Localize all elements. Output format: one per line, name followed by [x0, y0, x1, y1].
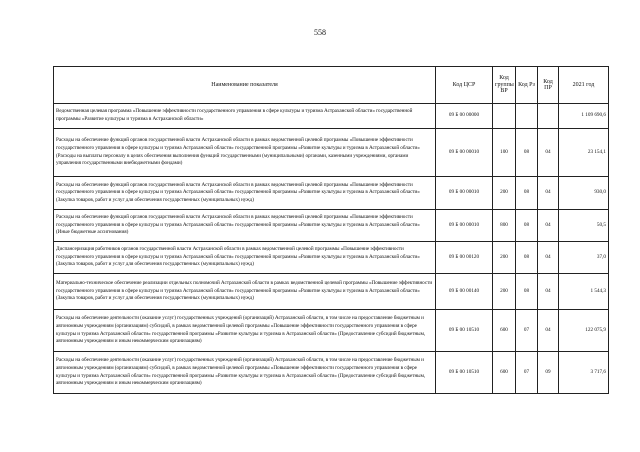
- row-csr: 09 Б 00 00010: [436, 210, 493, 242]
- row-sum: 930,0: [559, 177, 609, 210]
- table-row: [54, 352, 609, 394]
- row-pr: 04: [538, 310, 559, 352]
- table-row: [54, 210, 609, 242]
- row-sum: 1 544,3: [559, 274, 609, 310]
- row-rz: 07: [516, 310, 538, 352]
- row-vr: 100: [493, 129, 516, 177]
- row-pr: 04: [538, 129, 559, 177]
- row-vr: 200: [493, 177, 516, 210]
- row-rz: 08: [516, 177, 538, 210]
- row-name: Диспансеризация работников органов государственной власти Астраханской области в рамках ведомственной целевой программы «Повышение эффективности государственного управления в сфере культуры и туризма Астраханской области» государственной программы «Развитие культуры и туризма в Астраханской области» (Закупка товаров, работ и услуг для обеспечения государственных (муниципальных) нужд): [54, 242, 436, 274]
- row-rz: [516, 104, 538, 129]
- row-sum: 23 154,1: [559, 129, 609, 177]
- row-name: Расходы на обеспечение деятельности (оказание услуг) государственных учреждений (организаций) Астраханской области, в том числе на предоставление бюджетным и автономным учреждениям (организациям) субсидий, в рамках ведомственной целевой программы «Повышение эффективности государственного управления в сфере культуры и туризма Астраханской области» государственной программы «Развитие культуры и туризма в Астраханской области» (Предоставление субсидий бюджетным, автономным учреждениям и иным некоммерческим организациям): [54, 352, 436, 394]
- row-rz: 08: [516, 242, 538, 274]
- table-row: [54, 177, 609, 210]
- row-vr: [493, 104, 516, 129]
- row-csr: 09 Б 00 00000: [436, 104, 493, 129]
- table-header-row: [54, 67, 609, 104]
- row-name: Ведомственная целевая программа «Повышение эффективности государственного управления в сфере культуры и туризма Астраханской области» государственной программы «Развитие культуры и туризма в Астраханской области»: [54, 104, 436, 129]
- row-vr: 600: [493, 310, 516, 352]
- row-csr: 09 Б 00 00140: [436, 274, 493, 310]
- row-rz: 08: [516, 274, 538, 310]
- table-row: [54, 274, 609, 310]
- row-rz: 08: [516, 210, 538, 242]
- header-name: Наименование показателя: [54, 67, 436, 104]
- row-rz: 07: [516, 352, 538, 394]
- budget-table: [53, 66, 609, 394]
- row-pr: 04: [538, 242, 559, 274]
- row-csr: 09 Б 00 00010: [436, 129, 493, 177]
- row-name: Расходы на обеспечение функций органов государственной власти Астраханской области в рамках ведомственной целевой программы «Повышение эффективности государственного управления в сфере культуры и туризма Астраханской области» государственной программы «Развитие культуры и туризма в Астраханской области» (Расходы на выплаты персоналу в целях обеспечения выполнения функций государственными (муниципальными) органами, казенными учреждениями, органами управления государственными внебюджетными фондами): [54, 129, 436, 177]
- row-pr: 04: [538, 274, 559, 310]
- header-vr: Код группы ВР: [493, 67, 516, 104]
- header-pr: Код ПР: [538, 67, 559, 104]
- row-pr: 04: [538, 177, 559, 210]
- table-row: [54, 104, 609, 129]
- row-vr: 200: [493, 274, 516, 310]
- row-vr: 800: [493, 210, 516, 242]
- row-name: Расходы на обеспечение функций органов государственной власти Астраханской области в рамках ведомственной целевой программы «Повышение эффективности государственного управления в сфере культуры и туризма Астраханской области» государственной программы «Развитие культуры и туризма в Астраханской области» (Иные бюджетные ассигнования): [54, 210, 436, 242]
- row-name: Материально-техническое обеспечение реализации отдельных полномочий Астраханской области в рамках ведомственной целевой программы «Повышение эффективности государственного управления в сфере культуры и туризма Астраханской области» государственной программы «Развитие культуры и туризма в Астраханской области» (Закупка товаров, работ и услуг для обеспечения государственных (муниципальных) нужд): [54, 274, 436, 310]
- row-vr: 200: [493, 242, 516, 274]
- row-csr: 09 Б 00 00010: [436, 177, 493, 210]
- header-csr: Код ЦСР: [436, 67, 493, 104]
- row-csr: 09 Б 00 10510: [436, 352, 493, 394]
- row-csr: 09 Б 00 10510: [436, 310, 493, 352]
- header-year: 2021 год: [559, 67, 609, 104]
- header-rz: Код Рз: [516, 67, 538, 104]
- row-name: Расходы на обеспечение деятельности (оказание услуг) государственных учреждений (организаций) Астраханской области, в том числе на предоставление бюджетным и автономным учреждениям (организациям) субсидий, в рамках ведомственной целевой программы «Повышение эффективности государственного управления в сфере культуры и туризма Астраханской области» государственной программы «Развитие культуры и туризма в Астраханской области» (Предоставление субсидий бюджетным, автономным учреждениям и иным некоммерческим организациям): [54, 310, 436, 352]
- row-sum: 50,5: [559, 210, 609, 242]
- row-pr: 04: [538, 210, 559, 242]
- row-sum: 3 717,6: [559, 352, 609, 394]
- row-csr: 09 Б 00 00120: [436, 242, 493, 274]
- row-rz: 08: [516, 129, 538, 177]
- table-row: [54, 310, 609, 352]
- row-sum: 1 109 690,6: [559, 104, 609, 129]
- row-sum: 37,0: [559, 242, 609, 274]
- row-sum: 122 075,9: [559, 310, 609, 352]
- row-vr: 600: [493, 352, 516, 394]
- table-row: [54, 129, 609, 177]
- row-name: Расходы на обеспечение функций органов государственной власти Астраханской области в рамках ведомственной целевой программы «Повышение эффективности государственного управления в сфере культуры и туризма Астраханской области» государственной программы «Развитие культуры и туризма в Астраханской области» (Закупка товаров, работ и услуг для обеспечения государственных (муниципальных) нужд): [54, 177, 436, 210]
- row-pr: [538, 104, 559, 129]
- row-pr: 09: [538, 352, 559, 394]
- page-number: 558: [314, 28, 326, 37]
- table-row: [54, 242, 609, 274]
